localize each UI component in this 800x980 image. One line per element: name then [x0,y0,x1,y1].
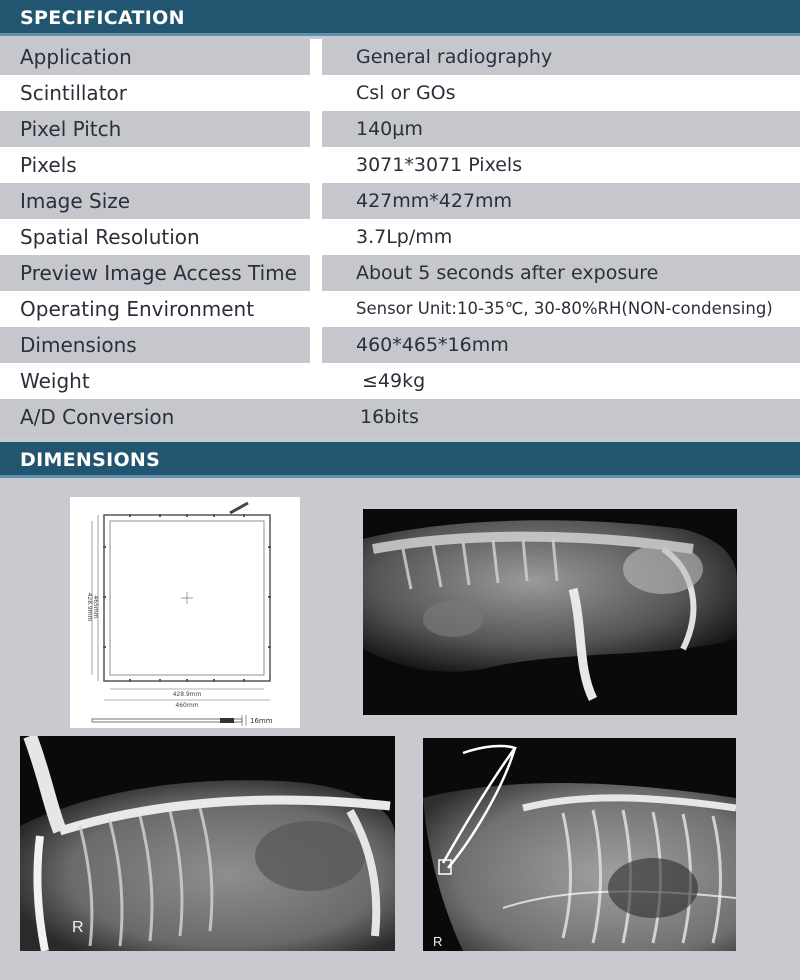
spec-row-scintillator [0,75,800,111]
spec-label: Pixels [0,147,310,183]
specification-table [0,39,800,435]
drawing-inner-width-label: 428.9mm [172,691,202,698]
spec-value: 16bits [322,399,800,435]
detector-dimension-drawing [70,497,300,728]
drawing-thickness-label: 16mm [250,717,273,725]
spec-row-dimensions [0,327,800,363]
spec-value: 427mm*427mm [322,183,800,219]
spec-row-weight [0,363,800,399]
column-divider [310,399,322,435]
spec-value: 460*465*16mm [322,327,800,363]
specification-header [0,0,800,36]
column-divider [310,147,322,183]
column-divider [310,327,322,363]
column-divider [310,363,322,399]
xray-2-side-marker: R [72,919,84,936]
xray-image-cat-lateral [20,736,395,951]
spec-row-spatial-resolution [0,219,800,255]
column-divider [310,183,322,219]
dimensions-image-area [0,481,800,980]
spec-label: Operating Environment [0,291,310,327]
spec-value: 3.7Lp/mm [322,219,800,255]
column-divider [310,219,322,255]
spec-row-pixels [0,147,800,183]
spec-value: About 5 seconds after exposure [322,255,800,291]
spec-value: 140μm [322,111,800,147]
spec-row-operating-environment [0,291,800,327]
spec-row-application [0,39,800,75]
xray-image-thorax [423,738,736,951]
drawing-outer-width-label: 460mm [175,702,199,709]
specification-title: SPECIFICATION [20,7,185,29]
drawing-inner-height-label: 428.9mm [86,592,93,622]
spec-label: Pixel Pitch [0,111,310,147]
spec-label: A/D Conversion [0,399,310,435]
spec-value: 3071*3071 Pixels [322,147,800,183]
xray-3-graphic [423,738,736,951]
column-divider [310,255,322,291]
drawing-outer-height-label: 465mm [92,595,99,619]
spec-label: Dimensions [0,327,310,363]
spec-value: Sensor Unit:10-35℃, 30-80%RH(NON-condensing) [322,291,800,327]
xray-image-dog-lateral [363,509,737,715]
column-divider [310,75,322,111]
xray-3-side-marker: R [433,934,443,949]
spec-value: ≤49kg [322,363,800,399]
spec-label: Preview Image Access Time [0,255,310,291]
xray-1-graphic [363,509,737,715]
dimension-drawing-svg [70,497,300,728]
dimensions-title: DIMENSIONS [20,449,161,471]
spec-label: Application [0,39,310,75]
spec-value: General radiography [322,39,800,75]
column-divider [310,39,322,75]
spec-label: Spatial Resolution [0,219,310,255]
spec-label: Image Size [0,183,310,219]
spec-label: Scintillator [0,75,310,111]
spec-row-image-size [0,183,800,219]
spec-row-pixel-pitch [0,111,800,147]
spec-value: Csl or GOs [322,75,800,111]
dimensions-header [0,442,800,478]
spec-label: Weight [0,363,310,399]
column-divider [310,291,322,327]
spec-row-preview-time [0,255,800,291]
column-divider [310,111,322,147]
spec-row-ad-conversion [0,399,800,435]
